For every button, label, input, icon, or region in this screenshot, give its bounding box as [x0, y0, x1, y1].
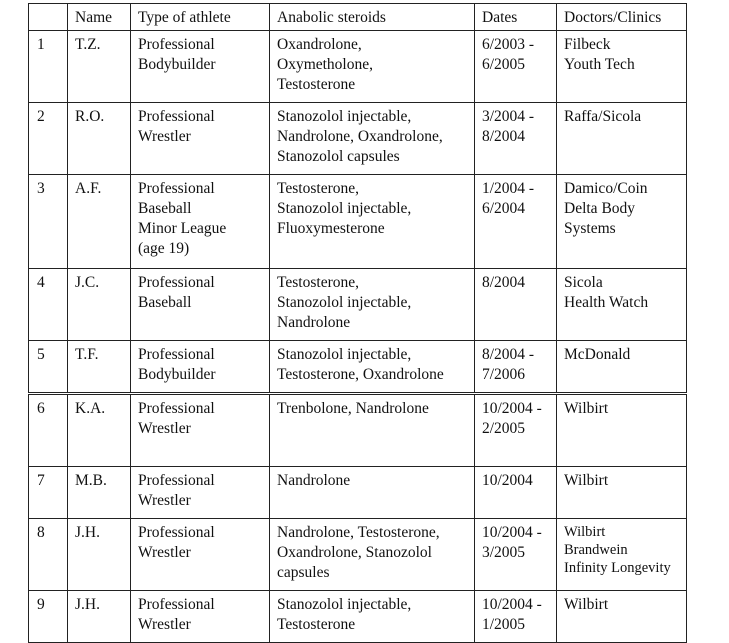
cell-athlete-type-line: Professional [138, 108, 215, 125]
cell-athlete-type-line: Professional [138, 346, 215, 363]
cell-name: J.H. [68, 591, 131, 643]
cell-steroids-line: Oxandrolone, Stanozolol [277, 544, 432, 561]
cell-name: T.Z. [68, 31, 131, 103]
cell-dates [475, 175, 557, 269]
table-row [29, 175, 687, 269]
cell-athlete-type-line: Wrestler [138, 128, 191, 145]
cell-steroids-line: Nandrolone, Testosterone, [277, 524, 440, 541]
cell-athlete-type-line: Professional [138, 274, 215, 291]
cell-number: 6 [29, 394, 68, 467]
header-cell-type: Type of athlete [131, 4, 270, 31]
cell-steroids-line: Oxymetholone, [277, 56, 373, 73]
cell-dates [475, 467, 557, 519]
cell-dates-line: 2/2005 [482, 420, 526, 437]
cell-doctors [557, 341, 687, 394]
cell-doctors-line: Wilbirt [564, 596, 609, 613]
table-row [29, 31, 687, 103]
cell-number: 7 [29, 467, 68, 519]
cell-athlete-type [131, 394, 270, 467]
cell-doctors-line: Health Watch [564, 294, 649, 311]
cell-number: 9 [29, 591, 68, 643]
cell-doctors-line: Brandwein [564, 542, 628, 558]
cell-steroids-line: Testosterone, Oxandrolone [277, 366, 444, 383]
cell-dates [475, 519, 557, 591]
cell-steroids-line: Stanozolol injectable, [277, 108, 412, 125]
cell-athlete-type-line: Bodybuilder [138, 56, 216, 73]
cell-athlete-type [131, 519, 270, 591]
cell-athlete-type-line: Professional [138, 400, 215, 417]
cell-name: M.B. [68, 467, 131, 519]
cell-dates-line: 7/2006 [482, 366, 526, 383]
header-cell-doctors: Doctors/Clinics [557, 4, 687, 31]
cell-dates-line: 10/2004 - [482, 400, 542, 417]
cell-dates [475, 591, 557, 643]
cell-athlete-type-line: Professional [138, 524, 215, 541]
cell-athlete-type-line: Professional [138, 596, 215, 613]
header-cell-num [29, 4, 68, 31]
cell-doctors-line: Infinity Longevity [564, 560, 671, 576]
cell-dates-line: 1/2005 [482, 616, 526, 633]
cell-athlete-type [131, 31, 270, 103]
cell-number: 8 [29, 519, 68, 591]
table-row [29, 394, 687, 467]
table-row [29, 467, 687, 519]
cell-name: J.C. [68, 269, 131, 341]
cell-dates [475, 341, 557, 394]
cell-steroids [270, 31, 475, 103]
table-row [29, 269, 687, 341]
cell-doctors-line: Systems [564, 220, 616, 237]
cell-athlete-type-line: Baseball [138, 294, 192, 311]
cell-athlete-type-line: Baseball [138, 200, 192, 217]
table-row [29, 591, 687, 643]
cell-doctors-line: Delta Body [564, 200, 636, 217]
cell-dates-line: 8/2004 - [482, 346, 535, 363]
cell-name: A.F. [68, 175, 131, 269]
cell-steroids [270, 175, 475, 269]
cell-steroids [270, 394, 475, 467]
cell-dates-line: 3/2004 - [482, 108, 535, 125]
cell-steroids-line: Testosterone [277, 616, 356, 633]
cell-doctors-line: Raffa/Sicola [564, 108, 642, 125]
cell-athlete-type-line: Bodybuilder [138, 366, 216, 383]
cell-doctors-line: Youth Tech [564, 56, 635, 73]
cell-dates [475, 103, 557, 175]
cell-doctors [557, 269, 687, 341]
cell-steroids-line: Fluoxymesterone [277, 220, 385, 237]
cell-athlete-type [131, 591, 270, 643]
cell-doctors [557, 394, 687, 467]
cell-dates-line: 8/2004 [482, 128, 526, 145]
cell-doctors [557, 467, 687, 519]
cell-athlete-type-line: Professional [138, 472, 215, 489]
cell-athlete-type-line: Professional [138, 180, 215, 197]
header-cell-name: Name [68, 4, 131, 31]
cell-athlete-type [131, 103, 270, 175]
cell-steroids [270, 467, 475, 519]
cell-doctors [557, 591, 687, 643]
cell-steroids-line: Testosterone, [277, 274, 359, 291]
cell-dates-line: 1/2004 - [482, 180, 535, 197]
cell-steroids [270, 269, 475, 341]
cell-number: 2 [29, 103, 68, 175]
cell-dates [475, 269, 557, 341]
cell-athlete-type-line: Minor League [138, 220, 227, 237]
cell-dates-line: 6/2004 [482, 200, 526, 217]
cell-dates [475, 31, 557, 103]
cell-steroids-line: Nandrolone [277, 472, 351, 489]
cell-steroids [270, 103, 475, 175]
cell-dates-line: 3/2005 [482, 544, 526, 561]
cell-steroids-line: Stanozolol injectable, [277, 346, 412, 363]
steroid-table [28, 3, 687, 643]
cell-athlete-type-line: (age 19) [138, 240, 190, 257]
cell-number: 4 [29, 269, 68, 341]
cell-dates [475, 394, 557, 467]
cell-dates-line: 6/2003 - [482, 36, 535, 53]
cell-steroids-line: Stanozolol capsules [277, 148, 400, 165]
cell-athlete-type [131, 269, 270, 341]
cell-doctors [557, 519, 687, 591]
cell-dates-line: 10/2004 - [482, 596, 542, 613]
cell-dates-line: 6/2005 [482, 56, 526, 73]
cell-steroids [270, 341, 475, 394]
cell-athlete-type-line: Wrestler [138, 544, 191, 561]
cell-number: 3 [29, 175, 68, 269]
header-cell-steroids: Anabolic steroids [270, 4, 475, 31]
cell-doctors-line: Wilbirt [564, 472, 609, 489]
cell-athlete-type-line: Wrestler [138, 492, 191, 509]
header-cell-dates: Dates [475, 4, 557, 31]
cell-doctors [557, 175, 687, 269]
cell-doctors-line: Wilbirt [564, 524, 606, 540]
cell-doctors [557, 31, 687, 103]
cell-name: K.A. [68, 394, 131, 467]
table-body [29, 4, 687, 643]
cell-athlete-type [131, 341, 270, 394]
cell-athlete-type [131, 175, 270, 269]
cell-doctors-line: McDonald [564, 346, 631, 363]
cell-steroids-line: Trenbolone, Nandrolone [277, 400, 429, 417]
cell-name: R.O. [68, 103, 131, 175]
cell-name: T.F. [68, 341, 131, 394]
cell-number: 1 [29, 31, 68, 103]
cell-number: 5 [29, 341, 68, 394]
cell-steroids-line: Testosterone [277, 76, 356, 93]
table-row [29, 341, 687, 394]
cell-steroids-line: Stanozolol injectable, [277, 596, 412, 613]
cell-steroids-line: Stanozolol injectable, [277, 294, 412, 311]
cell-steroids-line: Testosterone, [277, 180, 359, 197]
cell-steroids-line: Stanozolol injectable, [277, 200, 412, 217]
cell-athlete-type-line: Wrestler [138, 616, 191, 633]
table-header-row [29, 4, 687, 31]
cell-athlete-type-line: Professional [138, 36, 215, 53]
cell-athlete-type [131, 467, 270, 519]
cell-dates-line: 10/2004 - [482, 524, 542, 541]
cell-doctors-line: Sicola [564, 274, 603, 291]
cell-steroids [270, 591, 475, 643]
table-row [29, 103, 687, 175]
cell-name: J.H. [68, 519, 131, 591]
cell-doctors-line: Filbeck [564, 36, 611, 53]
table-row [29, 519, 687, 591]
cell-athlete-type-line: Wrestler [138, 420, 191, 437]
cell-steroids-line: capsules [277, 564, 330, 581]
cell-doctors-line: Damico/Coin [564, 180, 648, 197]
cell-steroids-line: Oxandrolone, [277, 36, 362, 53]
cell-dates-line: 8/2004 [482, 274, 526, 291]
cell-doctors [557, 103, 687, 175]
cell-steroids [270, 519, 475, 591]
cell-doctors-line: Wilbirt [564, 400, 609, 417]
cell-dates-line: 10/2004 [482, 472, 533, 489]
cell-steroids-line: Nandrolone [277, 314, 351, 331]
cell-steroids-line: Nandrolone, Oxandrolone, [277, 128, 443, 145]
